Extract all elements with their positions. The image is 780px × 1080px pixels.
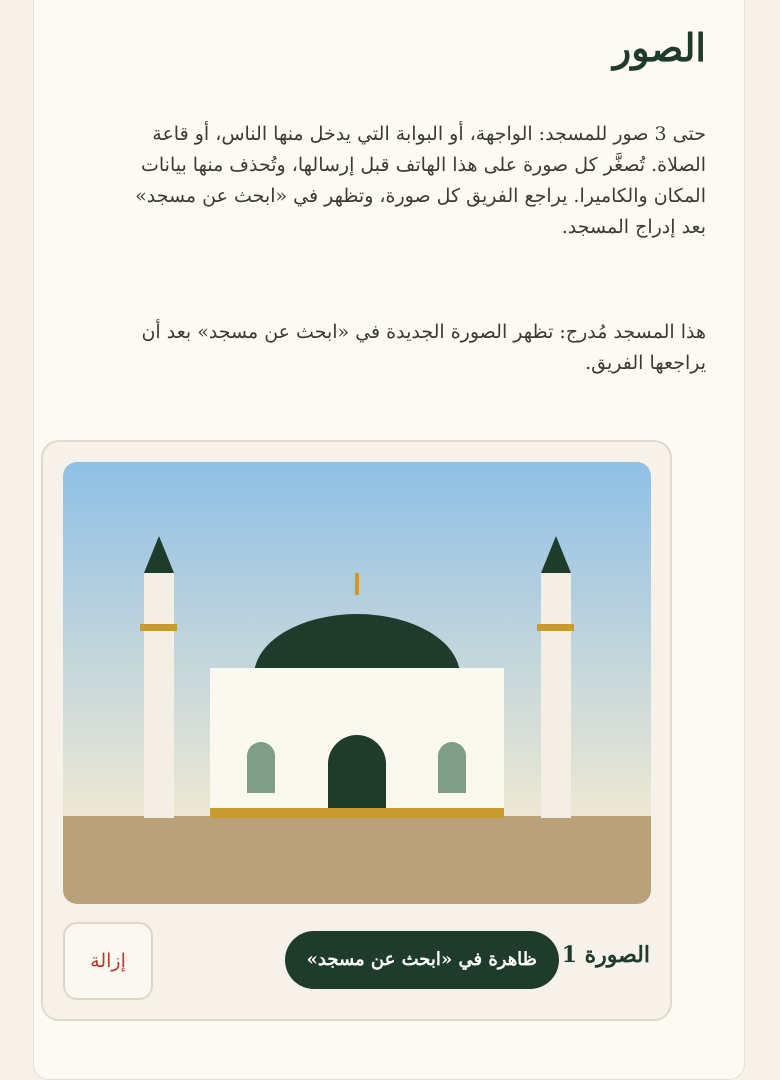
photos-intro-text: حتى 3 صور للمسجد: الواجهة، أو البوابة التي يدخل منها الناس، أو قاعة الصلاة. تُصغَّر كل صورة على هذا الهاتف قبل إرسالها، وتُحذف منها بيانات المكان والكاميرا. يراجع الفريق كل صورة، وتظهر في «ابحث عن مسجد» بعد إدراج المسجد.	[135, 123, 706, 238]
section-title: الصور	[612, 25, 706, 70]
listed-mosque-note: هذا المسجد مُدرج: تظهر الصورة الجديدة في «ابحث عن مسجد» بعد أن يراجعها الفريق.	[141, 321, 706, 374]
photo-item	[41, 440, 672, 1021]
photo-number-label: الصورة 1	[561, 942, 650, 968]
mosque-illustration-icon	[63, 462, 651, 904]
mosque-photo	[63, 462, 651, 904]
visibility-status-badge: ظاهرة في «ابحث عن مسجد»	[285, 931, 559, 989]
remove-photo-button[interactable]: إزالة	[63, 922, 153, 1000]
